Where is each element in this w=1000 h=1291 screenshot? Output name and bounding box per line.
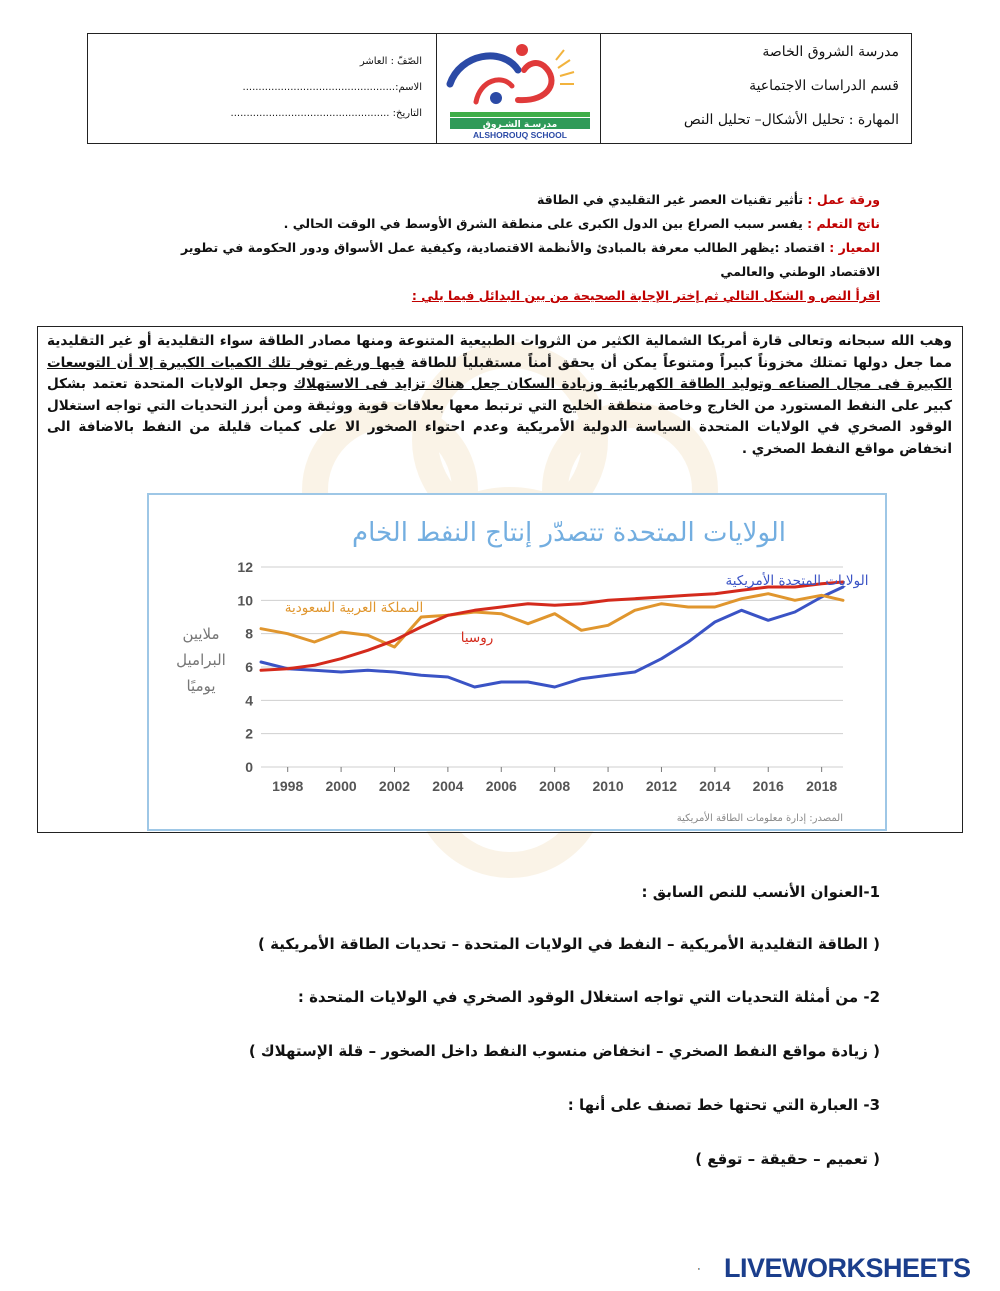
standard-line (181, 240, 880, 255)
school-logo (440, 40, 600, 140)
ylabel-line-2: البراميل (176, 651, 226, 669)
y-tick-label: 2 (245, 725, 253, 742)
school-name: مدرسة الشروق الخاصة (762, 44, 899, 60)
standard-continuation: الاقتصاد الوطني والعالمي (720, 264, 880, 279)
instruction-line: اقرأ النص و الشكل التالي ثم إختر الإجابة الصحيحة من بين البدائل فيما يلي : (411, 288, 880, 303)
x-tick-label: 1998 (272, 778, 304, 794)
x-tick-label: 2002 (378, 778, 411, 794)
x-tick-label: 2018 (806, 778, 838, 794)
grade-label: الصّفّ : العاشر (359, 56, 422, 67)
outcome-line (284, 216, 880, 231)
legend-usa: الولايات المتحدة الأمريكية (725, 573, 869, 589)
y-tick-label: 0 (245, 759, 253, 775)
logo-text-en: ALSHOROUQ SCHOOL (473, 130, 567, 140)
question-2-options[interactable]: ( زيادة مواقع النفط الصخري – انخفاض منسوب النفط داخل الصخور – قلة الإستهلاك ) (248, 1042, 880, 1060)
legend-saudi: المملكة العربية السعودية (284, 600, 424, 616)
x-tick-label: 2006 (485, 778, 517, 794)
x-tick-label: 2014 (699, 778, 731, 794)
question-3-options[interactable]: ( تعميم – حقيقة – توقع ) (695, 1150, 880, 1168)
worksheet-line (537, 192, 880, 207)
oil-production-chart (147, 493, 887, 831)
passage-underlined-statement: فيها ورغم توفر تلك الكميات الكبيرة إلا أن التوسعات الكبيرة فى مجال الصناعه وتوليد الطاقة الكهربائية وزيادة السكان جعل هناك تزايد فى الاستهلاك (47, 354, 952, 393)
y-tick-label: 8 (245, 625, 253, 642)
skill-label: المهارة : تحليل الأشكال– تحليل النص (683, 112, 899, 128)
ylabel-line-1: ملايين (182, 625, 220, 643)
logo-text-ar: مدرسـة الشـروق (482, 120, 558, 130)
header-student-info (88, 34, 437, 143)
y-tick-label: 10 (237, 592, 253, 609)
question-1-options[interactable]: ( الطاقة التقليدية الأمريكية – النفط في الولايات المتحدة – تحديات الطاقة الأمريكية ) (258, 935, 880, 953)
chart-series-lines (261, 582, 843, 687)
x-tick-label: 2008 (539, 778, 571, 794)
legend-russia: روسيا (460, 630, 494, 646)
department-name: قسم الدراسات الاجتماعية (749, 78, 899, 94)
liveworksheets-brand[interactable]: LIVEWORKSHEETS (724, 1253, 971, 1283)
passage-part-2: وجعل الولايات المتحدة تعتمد بشكل كبير على النفط المستورد من الخارج وخاصة منطقة الخليج التي ترتبط معها بعلاقات قوية ووثيقة ومن أبرز التحديات التي تواجه استغلال الوقود الصخري في الولايات المتحدة السياسة الدولية الأمريكية وعدم احتواء الصخور الا على كميات قليلة من النفط بالاضافة الى انخفاض مواقع النفط الصخري . (47, 376, 952, 457)
worksheet-title: تأثير تقنيات العصر غير التقليدي في الطاقة (536, 192, 808, 207)
x-tick-label: 2000 (325, 778, 357, 794)
student-name-field[interactable]: الاسم:................................................ (242, 82, 422, 93)
x-tick-label: 2004 (432, 778, 464, 794)
liveworksheets-logo-icon (698, 1255, 722, 1283)
chart-y-ticks (237, 559, 253, 775)
chart-title: الولايات المتحدة تتصدّر إنتاج النفط الخام (351, 518, 787, 548)
passage-part-1: وهب الله سبحانه وتعالى قارة أمريكا الشمالية الكثير من الثروات الطبيعية المتنوعة ومنها مصادر الطاقة سواء التقليدية أو غير التقليدية مما جعل دولها تمتلك مخزوناً كبيراً ومتنوعاً يمكن أن يحقق أمناً مستقبلياً للطاقة (47, 333, 952, 371)
x-tick-label: 2010 (592, 778, 624, 794)
passage-text (47, 331, 952, 461)
y-tick-label: 12 (237, 559, 253, 575)
header-table (87, 33, 912, 144)
x-tick-label: 2012 (645, 778, 678, 794)
standard-label: المعيار : (829, 240, 880, 255)
chart-x-ticks (272, 767, 837, 794)
y-tick-label: 4 (245, 692, 253, 709)
question-3: 3- العبارة التي تحتها خط تصنف على أنها : (567, 1096, 880, 1114)
y-tick-label: 6 (245, 659, 253, 675)
worksheet-label: ورقة عمل : (807, 192, 880, 207)
ylabel-line-3: يوميًا (186, 677, 216, 695)
date-field[interactable]: التاريخ: .................................................. (230, 108, 422, 119)
chart-source: المصدر: إدارة معلومات الطاقة الأمريكية (676, 813, 843, 824)
header-school-info (600, 34, 911, 143)
outcome-text: يفسر سبب الصراع بين الدول الكبرى على منطقة الشرق الأوسط في الوقت الحالي . (283, 216, 808, 231)
question-1: 1-العنوان الأنسب للنص السابق : (641, 883, 880, 901)
standard-text: اقتصاد :يظهر الطالب معرفة بالمبادئ والأنظمة الاقتصادية، وكيفية عمل الأسواق ودور الحكومة في تطوير (181, 240, 830, 255)
x-tick-label: 2016 (752, 778, 784, 794)
chart-svg (149, 495, 885, 829)
question-2: 2- من أمثلة التحديات التي تواجه استغلال الوقود الصخري في الولايات المتحدة : (297, 988, 880, 1006)
outcome-label: ناتج التعلم : (807, 216, 880, 231)
